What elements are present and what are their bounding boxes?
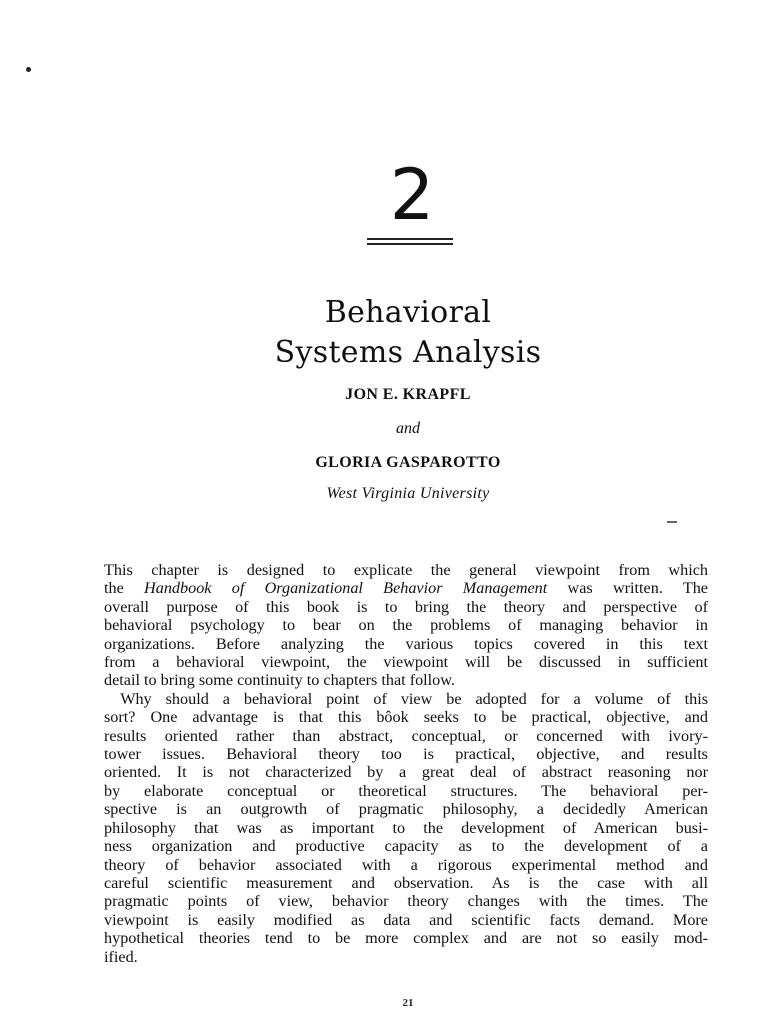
- body-line: viewpoint is easily modified as data and scientific facts demand. More: [104, 910, 708, 929]
- author-name-2: GLORIA GASPAROTTO: [315, 454, 501, 471]
- scan-mark: [667, 521, 677, 523]
- body-line: behavioral psychology to bear on the problems of managing behavior in: [104, 616, 708, 635]
- chapter-title: [0, 293, 768, 373]
- chapter-rule-top: [367, 238, 453, 240]
- body-line: sort? One advantage is that this bôok seeks to be practical, objective, and: [104, 708, 708, 727]
- body-line: This chapter is designed to explicate the general viewpoint from which: [104, 561, 708, 579]
- page-number: 21: [402, 997, 414, 1009]
- body-line: theory of behavior associated with a rigorous experimental method and: [104, 855, 708, 874]
- body-line: ified.: [104, 947, 138, 966]
- body-line: philosophy that was as important to the development of American busi-: [104, 818, 708, 837]
- author-name-1: JON E. KRAPFL: [345, 386, 471, 403]
- body-line: careful scientific measurement and observation. As is the case with all: [104, 873, 708, 892]
- body-line: by elaborate conceptual or theoretical structures. The behavioral per-: [104, 781, 708, 800]
- body-line: from a behavioral viewpoint, the viewpoint will be discussed in sufficient: [104, 653, 708, 672]
- chapter-title-line-2: Systems Analysis: [274, 335, 542, 370]
- book-title-italic: Handbook of Organizational Behavior Management: [144, 579, 548, 598]
- body-line: tower issues. Behavioral theory too is practical, objective, and results: [104, 745, 708, 764]
- body-line: oriented. It is not characterized by a great deal of abstract reasoning nor: [104, 763, 708, 782]
- body-line: results oriented rather than abstract, conceptual, or concerned with ivory-: [104, 726, 708, 745]
- body-line: hypothetical theories tend to be more complex and are not so easily mod-: [104, 929, 708, 948]
- body-text: [104, 561, 708, 966]
- body-line: detail to bring some continuity to chapters that follow.: [104, 671, 455, 690]
- author-conjunction: and: [396, 420, 420, 437]
- scan-speck: [26, 67, 31, 72]
- body-line: overall purpose of this book is to bring the theory and perspective of: [104, 597, 708, 616]
- body-line: Why should a behavioral point of view be adopted for a volume of this: [104, 689, 708, 708]
- body-line: spective is an outgrowth of pragmatic philosophy, a decidedly American: [104, 800, 708, 819]
- body-line: the Handbook of Organizational Behavior Management was written. The: [104, 579, 708, 598]
- chapter-rule-bottom: [367, 243, 453, 245]
- author-affiliation: West Virginia University: [326, 485, 490, 502]
- body-line: pragmatic points of view, behavior theory changes with the times. The: [104, 892, 708, 911]
- chapter-number: 2: [389, 154, 435, 236]
- body-line: ness organization and productive capacity as to the development of a: [104, 837, 708, 856]
- body-line: organizations. Before analyzing the various topics covered in this text: [104, 634, 708, 653]
- chapter-title-line-1: Behavioral: [324, 295, 492, 330]
